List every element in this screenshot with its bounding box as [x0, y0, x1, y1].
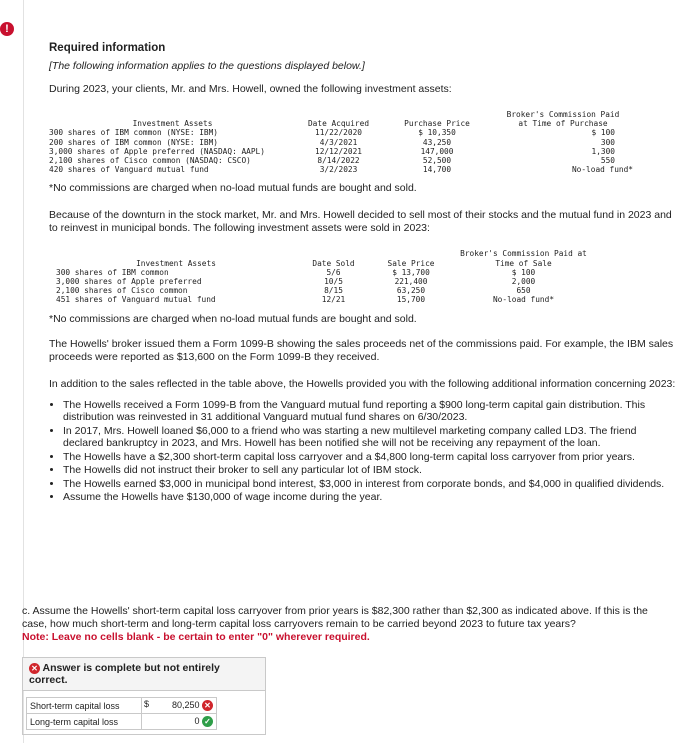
date-cell: 8/14/2022 [317, 156, 360, 166]
asset-cell: 3,000 shares of Apple preferred (NASDAQ: AAPL) [49, 146, 265, 156]
table-row [56, 277, 596, 286]
date-cell: 5/6 [326, 267, 341, 277]
applies-note: [The following information applies to the questions displayed below.] [49, 60, 365, 72]
col-header: Investment Assets [132, 119, 213, 129]
date-cell: 12/21 [321, 295, 346, 305]
price-cell: 15,700 [396, 295, 426, 305]
date-cell: 4/3/2021 [319, 137, 358, 147]
col-header: Date Acquired [307, 119, 370, 129]
table-row [56, 295, 596, 304]
table-row [49, 165, 633, 174]
commission-cell: No-load fund* [571, 165, 633, 175]
commission-cell: $ 100 [511, 267, 536, 277]
price-cell: 52,500 [422, 156, 452, 166]
list-item: • In 2017, Mrs. Howell loaned $6,000 to a friend who was starting a new multilevel marketing company called LD3. The friend declared bankruptcy in 2023, and Mrs. Howell has been notified she will not be receiving any repayment of the loan. [63, 425, 679, 450]
list-item: • The Howells received a Form 1099-B from the Vanguard mutual fund reporting a $900 long-term capital gain distribution. This distribution was reinvested in 31 additional Vanguard mutual fund shares on 6/30/2023. [63, 399, 679, 424]
answer-label: Long-term capital loss [27, 714, 142, 730]
answer-value: 0 [194, 715, 200, 726]
table-row [49, 147, 633, 156]
table-row [49, 138, 633, 147]
question-part-c [22, 605, 672, 644]
list-item: • The Howells did not instruct their broker to sell any particular lot of IBM stock. [63, 464, 679, 477]
price-cell: 43,250 [422, 137, 452, 147]
table2-header-top: Broker's Commission Paid at [460, 249, 587, 259]
answer-label: Short-term capital loss [27, 698, 142, 714]
asset-cell: 451 shares of Vanguard mutual fund [56, 295, 216, 305]
date-cell: 8/15 [324, 286, 343, 296]
asset-cell: 420 shares of Vanguard mutual fund [49, 165, 209, 175]
list-item: • The Howells have a $2,300 short-term capital loss carryover and a $4,800 long-term capital loss carryover from prior years. [63, 451, 679, 464]
alert-icon: ! [0, 22, 14, 36]
question-content [49, 42, 679, 505]
footnote-1: *No commissions are charged when no-load mutual funds are bought and sold. [49, 182, 417, 195]
commission-cell: 650 [516, 286, 531, 296]
asset-cell: 2,100 shares of Cisco common [56, 286, 188, 296]
question-note: Note: Leave no cells blank - be certain to enter "0" wherever required. [22, 631, 370, 643]
date-cell: 3/2/2023 [319, 165, 358, 175]
table-header-row [49, 119, 633, 128]
asset-cell: 3,000 shares of Apple preferred [56, 277, 202, 287]
commission-cell: 300 [600, 137, 615, 147]
owned-assets-table [49, 110, 633, 174]
table-row [49, 156, 633, 165]
answer-row [27, 714, 217, 730]
commission-cell: $ 100 [591, 128, 615, 138]
price-cell: $ 13,700 [392, 267, 430, 277]
commission-cell: No-load fund* [492, 295, 555, 305]
answer-panel [22, 657, 266, 735]
col-header: Purchase Price [404, 119, 470, 129]
broker-text: The Howells' broker issued them a Form 1099-B showing the sales proceeds net of the commissions paid. For example, the IBM sales proceeds were reported as $13,600 on the Form 1099-B they received. [49, 337, 674, 363]
asset-cell: 2,100 shares of Cisco common (NASDAQ: CSCO) [49, 156, 251, 166]
downturn-text: Because of the downturn in the stock market, Mr. and Mrs. Howell decided to sell most of their stocks and the mutual fund in 2023 and to reinvest in municipal bonds. The following investment assets were sold in 2023: [49, 209, 672, 235]
col-header: Sale Price [387, 258, 435, 268]
list-item: • The Howells earned $3,000 in municipal bond interest, $3,000 in interest from corporate bonds, and $4,000 in qualified dividends. [63, 478, 679, 491]
date-cell: 12/12/2021 [315, 146, 362, 156]
correct-icon: ✓ [202, 716, 213, 727]
answer-status [23, 658, 265, 691]
asset-cell: 300 shares of IBM common [56, 267, 169, 277]
additional-intro: In addition to the sales reflected in the table above, the Howells provided you with the following additional information concerning 2023: [49, 377, 676, 390]
question-text: c. Assume the Howells' short-term capital loss carryover from prior years is $82,300 rather than $2,300 as indicated above. If this is the case, how much short-term and long-term capital loss carryovers remain to be carried beyond 2023 to future tax years? [22, 605, 648, 630]
table-header-row [56, 259, 596, 268]
price-cell: 147,000 [420, 146, 454, 156]
table1-header-top: Broker's Commission Paid [506, 110, 620, 119]
table-row [56, 268, 596, 277]
col-header: at Time of Purchase [518, 119, 608, 129]
footnote-2: *No commissions are charged when no-load mutual funds are bought and sold. [49, 312, 417, 325]
col-header: Investment Assets [136, 258, 216, 268]
date-cell: 11/22/2020 [315, 128, 362, 138]
table-row [56, 286, 596, 295]
col-header: Date Sold [312, 258, 355, 268]
currency-symbol: $ [144, 699, 150, 709]
intro-text: During 2023, your clients, Mr. and Mrs. Howell, owned the following investment assets: [49, 83, 452, 95]
answer-row [27, 698, 217, 714]
asset-cell: 200 shares of IBM common (NYSE: IBM) [49, 137, 218, 147]
sold-assets-table [56, 249, 596, 304]
table-row [49, 128, 633, 137]
price-cell: 221,400 [394, 277, 428, 287]
answer-input-short-term[interactable] [142, 698, 217, 714]
commission-cell: 2,000 [511, 277, 536, 287]
answer-input-long-term[interactable] [142, 714, 217, 730]
incorrect-icon: ✕ [29, 663, 40, 674]
commission-cell: 550 [600, 156, 615, 166]
commission-cell: 1,300 [591, 146, 615, 156]
answer-value: 80,250 [171, 699, 200, 710]
date-cell: 10/5 [324, 277, 343, 287]
answer-table [26, 697, 217, 730]
additional-info-list [49, 399, 679, 504]
asset-cell: 300 shares of IBM common (NYSE: IBM) [49, 128, 218, 138]
price-cell: $ 10,350 [418, 128, 456, 138]
price-cell: 14,700 [422, 165, 452, 175]
incorrect-icon: ✕ [202, 700, 213, 711]
price-cell: 63,250 [396, 286, 426, 296]
required-info-title: Required information [49, 42, 166, 54]
col-header: Time of Sale [495, 258, 552, 268]
answer-status-text: Answer is complete but not entirely correct. [29, 662, 220, 686]
list-item: • Assume the Howells have $130,000 of wage income during the year. [63, 491, 679, 504]
